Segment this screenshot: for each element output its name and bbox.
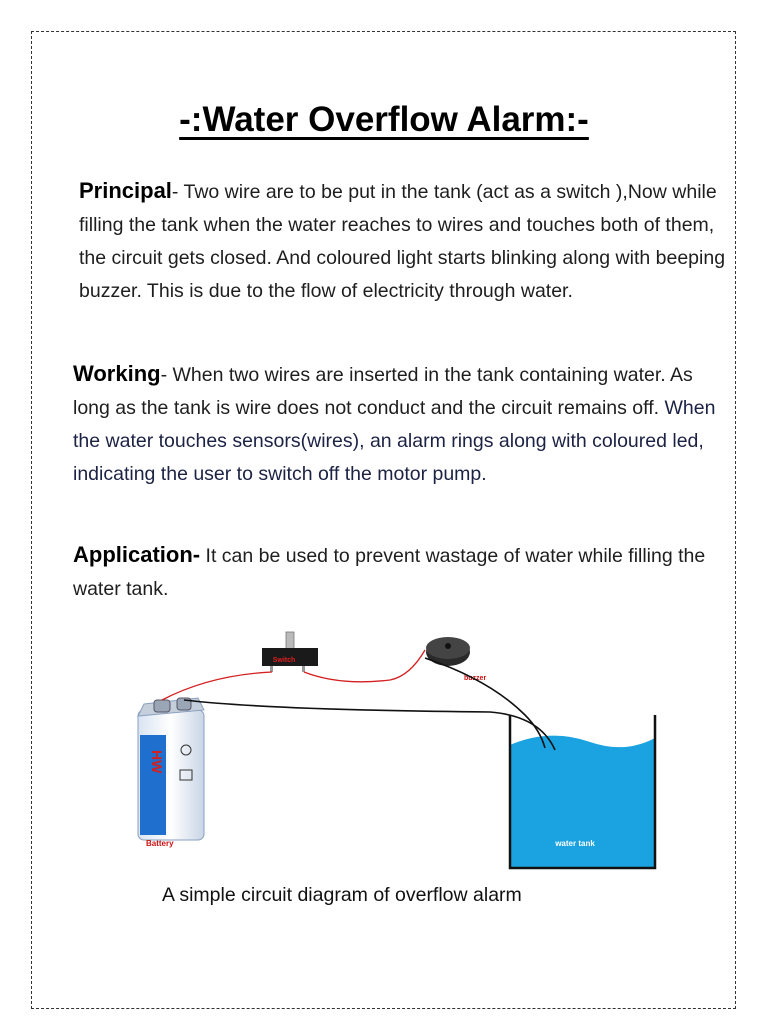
- tank-label: water tank: [555, 839, 595, 848]
- buzzer-hole: [445, 643, 451, 649]
- application-paragraph: [73, 538, 723, 606]
- water-tank: [510, 715, 655, 868]
- working-heading: Working: [73, 361, 161, 386]
- wire-black-battery-tank: [184, 700, 555, 750]
- working-paragraph: [73, 357, 728, 491]
- switch-pin-right: [302, 666, 305, 672]
- principal-paragraph: [79, 174, 729, 308]
- wire-black-buzzer-tank: [425, 658, 545, 748]
- circuit-diagram-svg: [70, 620, 690, 920]
- switch-pin-left: [270, 666, 273, 672]
- switch: [262, 632, 318, 672]
- switch-label: Switch: [272, 657, 296, 664]
- wires: [162, 650, 555, 750]
- principal-heading: Principal: [79, 178, 172, 203]
- wire-red-battery-switch: [162, 672, 272, 700]
- battery: [138, 698, 204, 848]
- diagram-caption: A simple circuit diagram of overflow alarm: [162, 884, 522, 906]
- application-text: It can be used to prevent wastage of water while filling the water tank.: [73, 545, 706, 600]
- application-heading: Application-: [73, 542, 201, 567]
- buzzer-label: buzzer: [464, 675, 487, 682]
- wire-red-switch-buzzer: [304, 650, 425, 682]
- principal-text: - Two wire are to be put in the tank (act as a switch ),Now while filling the tank when the water reaches to wires and touches both of them, the circuit gets closed. And coloured light starts blinking along with beeping buzzer. This is due to the flow of electricity through water.: [79, 181, 726, 302]
- switch-lever: [286, 632, 294, 650]
- working-text-2: When the water touches sensors(wires), an alarm rings along with coloured led, indicating the user to switch off the motor pump.: [73, 397, 716, 485]
- page-title: -:Water Overflow Alarm:-: [179, 100, 589, 139]
- buzzer: [426, 637, 486, 682]
- battery-brand: HW: [149, 750, 165, 774]
- battery-terminal-negative: [154, 700, 170, 712]
- circuit-diagram: [70, 620, 690, 920]
- water-body: [510, 736, 655, 868]
- working-text-1: - When two wires are inserted in the tank containing water. As long as the tank is wire does not conduct and the circuit remains off.: [73, 364, 693, 419]
- battery-label: Battery: [146, 839, 174, 848]
